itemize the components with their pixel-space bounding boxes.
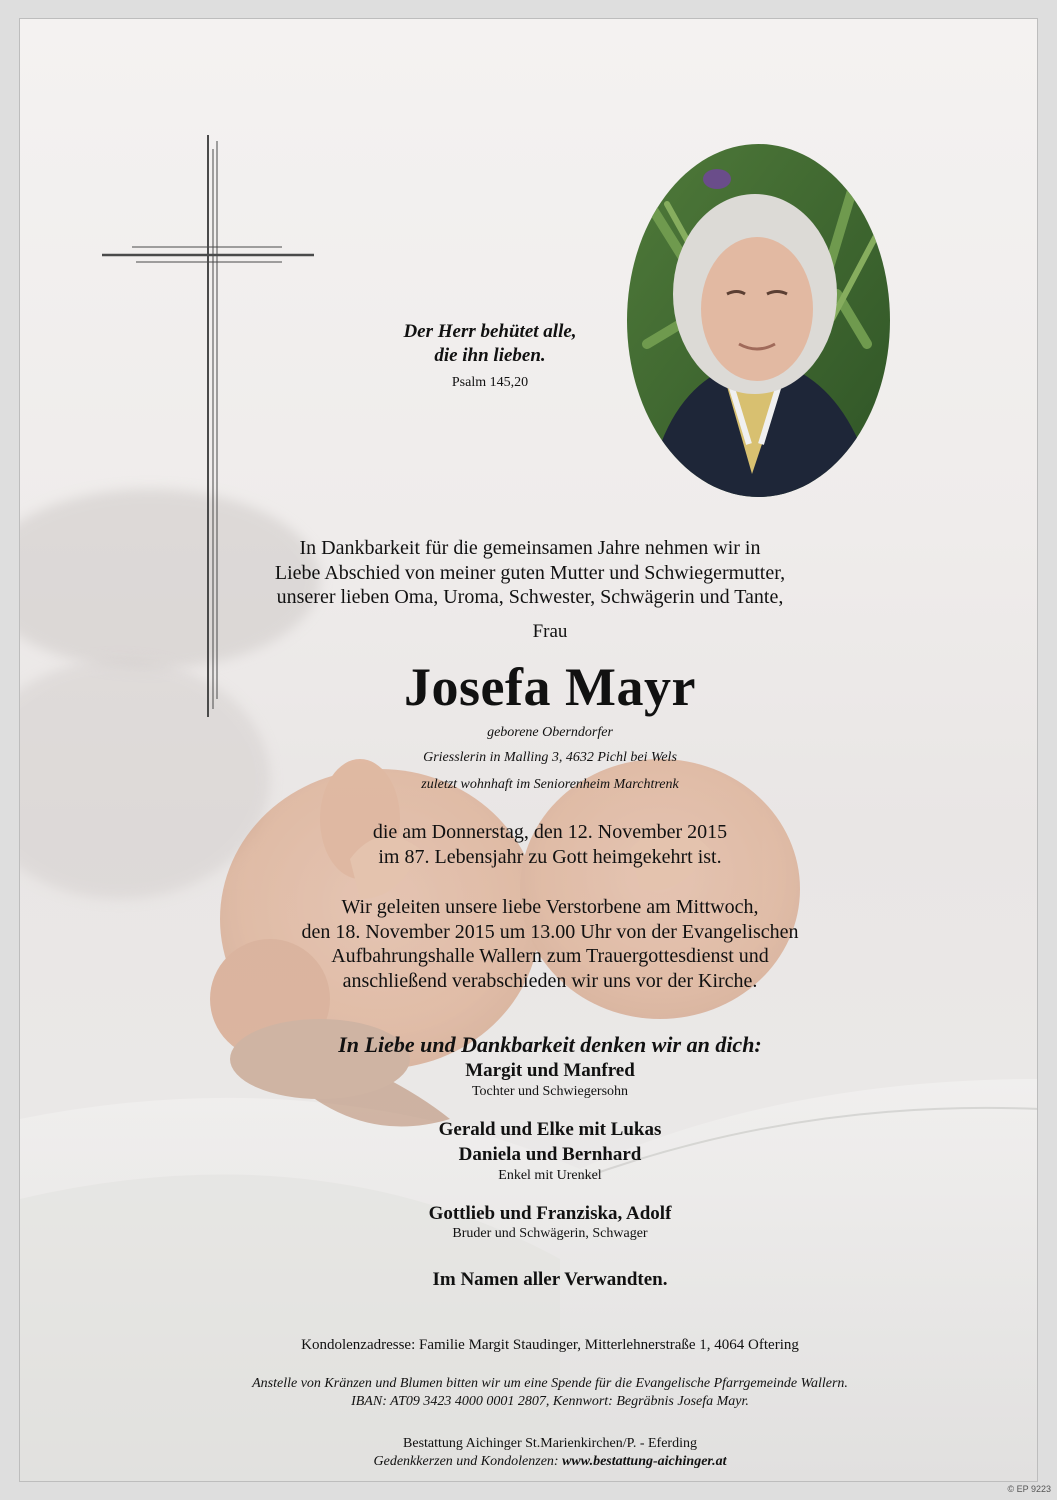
condolence-address: Kondolenzadresse: Familie Margit Staudinger, Mitterlehnerstraße 1, 4064 Oftering <box>301 1337 799 1353</box>
funeral-line: anschließend verabschieden wir uns vor der Kirche. <box>342 969 758 992</box>
funeral-text <box>220 895 880 993</box>
funeral-home-name: Bestattung Aichinger St.Marienkirchen/P. - Eferding <box>403 1436 697 1451</box>
bible-quote <box>350 320 630 368</box>
family-relation: Tochter und Schwiegersohn <box>471 1084 629 1099</box>
death-text <box>220 820 880 869</box>
salutation: Frau <box>532 621 568 642</box>
death-line: die am Donnerstag, den 12. November 2015 <box>372 821 728 843</box>
love-line: In Liebe und Dankbarkeit denken wir an dich: <box>338 1032 762 1057</box>
intro-line: unserer lieben Oma, Uroma, Schwester, Schwägerin und Tante, <box>276 586 784 608</box>
deceased-name: Josefa Mayr <box>404 657 696 717</box>
death-line: im 87. Lebensjahr zu Gott heimgekehrt ist. <box>378 845 722 868</box>
obituary-sheet <box>19 18 1038 1482</box>
family-names: Margit und Manfred <box>465 1060 635 1081</box>
relatives-line: Im Namen aller Verwandten. <box>432 1269 668 1290</box>
family-relation: Bruder und Schwägerin, Schwager <box>452 1226 648 1241</box>
website-label: Gedenkkerzen und Kondolenzen: <box>373 1454 563 1469</box>
portrait-photo <box>627 144 890 497</box>
print-code: © EP 9223 <box>1007 1484 1051 1494</box>
intro-line: In Dankbarkeit für die gemeinsamen Jahre nehmen wir in <box>299 537 761 559</box>
deceased-address: Griesslerin in Malling 3, 4632 Pichl bei Wels <box>423 750 677 765</box>
funeral-line: den 18. November 2015 um 13.00 Uhr von der Evangelischen <box>301 920 799 943</box>
quote-line: die ihn lieben. <box>434 345 546 366</box>
donation-line: IBAN: AT09 3423 4000 0001 2807, Kennwort: Begräbnis Josefa Mayr. <box>351 1394 749 1409</box>
intro-line: Liebe Abschied von meiner guten Mutter und Schwiegermutter, <box>274 561 786 584</box>
family-names: Gottlieb und Franziska, Adolf <box>428 1203 672 1224</box>
donation-notice <box>130 1375 970 1411</box>
quote-line: Der Herr behütet alle, <box>403 321 577 342</box>
funeral-home-web <box>300 1453 800 1471</box>
donation-line: Anstelle von Kränzen und Blumen bitten wir um eine Spende für die Evangelische Pfarrgemeinde Wallern. <box>252 1376 848 1391</box>
intro-text <box>200 536 860 610</box>
funeral-home <box>300 1435 800 1471</box>
last-residence: zuletzt wohnhaft im Seniorenheim Marchtrenk <box>421 777 679 792</box>
website-link[interactable]: www.bestattung-aichinger.at <box>562 1454 727 1469</box>
funeral-line: Wir geleiten unsere liebe Verstorbene am Mittwoch, <box>341 896 759 918</box>
maiden-name: geborene Oberndorfer <box>487 725 613 740</box>
funeral-line: Aufbahrungshalle Wallern zum Trauergottesdienst und <box>331 945 769 967</box>
family-relation: Enkel mit Urenkel <box>498 1168 602 1183</box>
family-name-line: Daniela und Bernhard <box>458 1143 642 1165</box>
family-names <box>350 1118 750 1167</box>
family-name-line: Gerald und Elke mit Lukas <box>438 1119 662 1140</box>
quote-source: Psalm 145,20 <box>451 375 529 390</box>
